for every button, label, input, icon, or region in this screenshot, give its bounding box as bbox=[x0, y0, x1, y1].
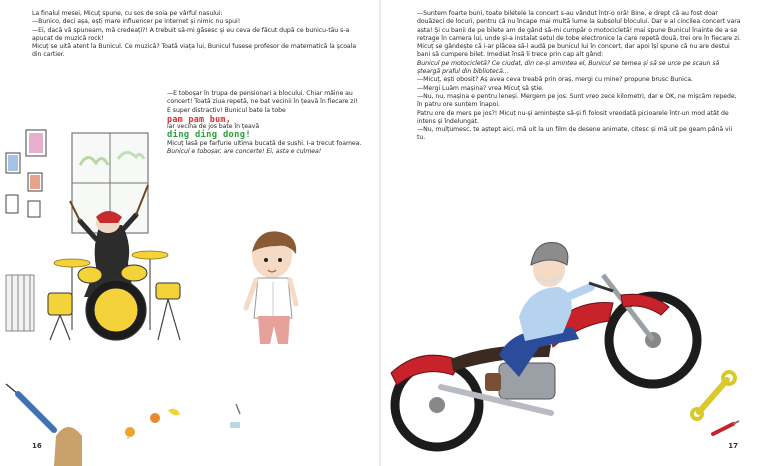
paragraph: La finalul mesei, Micuț spune, cu sos de soia pe vârful nasului: bbox=[32, 10, 223, 17]
paragraph: iar vecina de jos bate în țeavă bbox=[167, 123, 260, 131]
paragraph: —Ei, dacă vă spuneam, mă credeați?! A trebuit să-mi găsesc și eu ceva de făcut după ce bunicu-tău s-a apucat de muzică rock! bbox=[32, 26, 350, 42]
sound-word-pam: pam pam bum, bbox=[167, 113, 232, 124]
paragraph: Micuț lasă pe farfurie ultima bucată de sushi. I-a trecut foamea. bbox=[167, 139, 362, 147]
paragraph: —E toboșar în trupa de pensionari a blocului. Chiar mâine au concert! Toată ziua repetă, ne bat vecinii în țeavă în fiecare zi! E super distractiv! Bunicul bate la tobe bbox=[167, 90, 358, 114]
drummer-illustration bbox=[0, 105, 200, 350]
paragraph: —Nu, nu, mașina e pentru leneși. Mergem pe jos. Sunt vreo zece kilometri, dar e OK, ne mișcăm repede, în patru ore suntem înapoi. bbox=[417, 92, 737, 109]
paragraph-italic: Bunicul pe motocicletă? Ce ciudat, din ce-și amintea el, Bunicul se temea și să se urce pe scaun să șteargă praful din bibliotecă... bbox=[417, 59, 720, 76]
left-text-top bbox=[32, 10, 362, 60]
left-page bbox=[0, 0, 379, 466]
page-number-left: 16 bbox=[32, 442, 42, 450]
wrench-illustration bbox=[691, 368, 737, 420]
paragraph: —Nu, mulțumesc, te aștept aici, mă uit la un film de desene animate, citesc și mă uit pe geam până vii tu. bbox=[417, 126, 733, 142]
woman-illustration bbox=[0, 380, 260, 466]
paragraph: Micuț se gândește că i-ar plăcea să-l audă pe bunicul lui în concert, dar apoi își spune că nu are destui bani să cumpere bilet. Imediat însă îi trece prin cap alt gând: bbox=[417, 43, 730, 59]
right-page bbox=[381, 0, 760, 466]
motorcycle-illustration bbox=[381, 255, 760, 460]
paragraph: —Bunico, deci așa, ești mare influencer pe internet și nimic nu spui! bbox=[32, 18, 241, 26]
paragraph: —Suntem foarte buni, toate biletele la concert s-au vândut într-o oră! Bine, e drept că au fost doar douăzeci de locuri, pentru că nu încape mai multă lume la subsolul blocului. Dar e al cincilea concert vara asta! Și cu banii de pe bilete am de gând să-mi cumpăr o motocicletă! mai spune Bunicul înainte de a se retrage în camera lui, unde și-a instalat setul de tobe electronice la care repetă două, trei ore în fiecare zi. bbox=[417, 10, 741, 42]
paragraph: Micuț se uită atent la Bunicul. Ce muzică? Toată viața lui, Bunicul fusese profesor de matematică la școala din cartier. bbox=[32, 43, 357, 59]
right-text-block bbox=[417, 10, 742, 143]
boy-illustration bbox=[238, 228, 308, 353]
paragraph-italic: Bunicul e toboșar, are concerte! Ei, asta e culmea! bbox=[167, 148, 322, 156]
page-number-right: 17 bbox=[728, 442, 738, 450]
paragraph: —Mergi Luăm mașina? vrea Micuț să știe. bbox=[417, 84, 544, 92]
sound-word-ding: ding ding dong! bbox=[167, 130, 251, 141]
paragraph: —Micuț, ești obosit? Aș avea ceva treabă prin oraș, mergi cu mine? propune brusc Bunica. bbox=[417, 76, 693, 84]
paragraph: Patru ore de mers pe jos?! Micuț nu-și amintește să-și fi folosit vreodată picioarele într-un mod atât de intens și îndelungat. bbox=[417, 109, 729, 125]
screwdriver-illustration bbox=[711, 420, 741, 438]
